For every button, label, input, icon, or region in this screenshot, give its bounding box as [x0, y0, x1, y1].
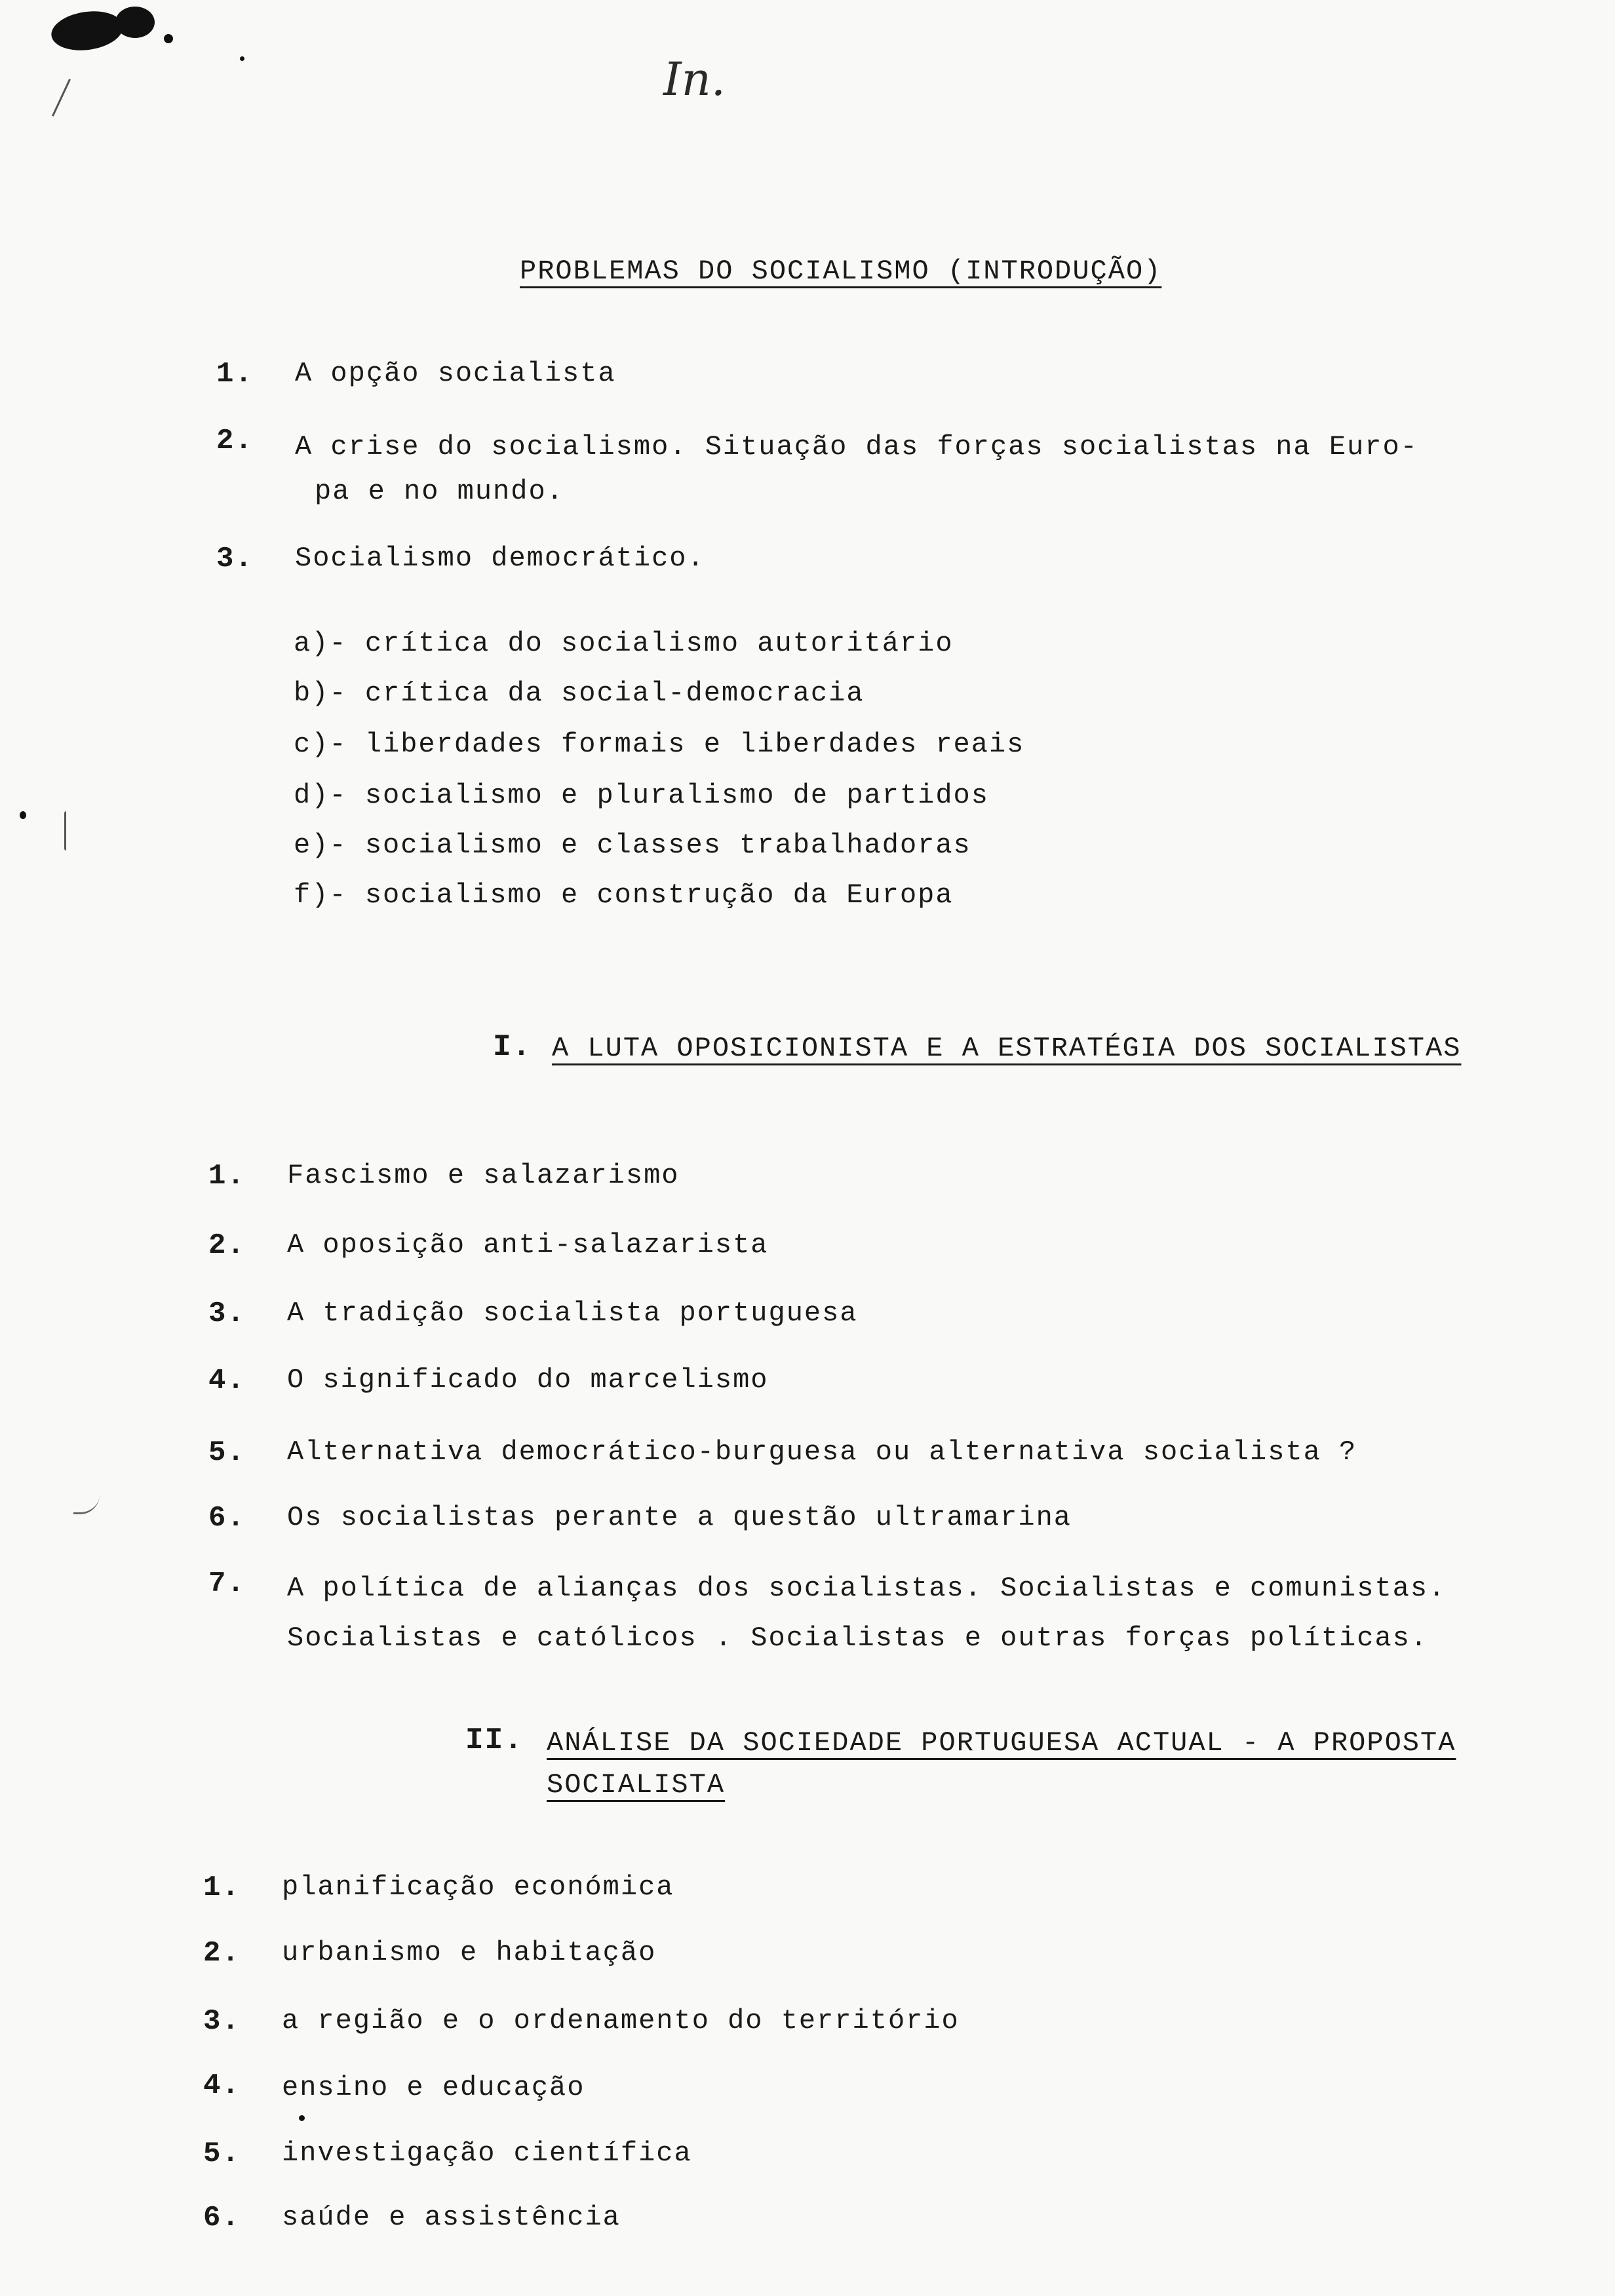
section-2-item-5-text: investigação científica: [282, 2137, 692, 2169]
section-1-item-7-number: 7.: [208, 1567, 246, 1600]
section-1-item-3-text: A tradição socialista portuguesa: [287, 1297, 858, 1329]
section-2-item-2-number: 2.: [203, 1937, 241, 1970]
section-1-item-2-number: 2.: [208, 1229, 246, 1262]
section-1-item-6-text: Os socialistas perante a questão ultramarina: [287, 1502, 1072, 1533]
section-2-item-6-text: saúde e assistência: [282, 2202, 621, 2233]
intro-title: PROBLEMAS DO SOCIALISMO (INTRODUÇÃO): [520, 256, 1162, 287]
intro-subitem-a: a)- crítica do socialismo autoritário: [294, 628, 954, 659]
ink-dot: [299, 2115, 305, 2121]
section-1-title: A LUTA OPOSICIONISTA E A ESTRATÉGIA DOS SOCIALISTAS: [552, 1033, 1462, 1064]
section-1-item-7-text: A política de alianças dos socialistas. Socialistas e comunistas.: [287, 1573, 1447, 1604]
section-1-item-1-text: Fascismo e salazarismo: [287, 1160, 680, 1191]
section-2-item-4-number: 4.: [203, 2069, 241, 2102]
section-2-roman: II.: [465, 1723, 524, 1757]
section-1-item-1-number: 1.: [208, 1160, 246, 1193]
section-1-item-7-text-cont: Socialistas e católicos . Socialistas e outras forças políticas.: [287, 1622, 1429, 1654]
section-1-item-5-text: Alternativa democrático-burguesa ou alternativa socialista ?: [287, 1436, 1357, 1468]
section-1-item-4-text: O significado do marcelismo: [287, 1364, 769, 1396]
section-2-item-3-number: 3.: [203, 2005, 241, 2038]
section-2-title-line2: SOCIALISTA: [547, 1769, 726, 1801]
section-1-item-3-number: 3.: [208, 1297, 246, 1330]
intro-subitem-c: c)- liberdades formais e liberdades reais: [294, 729, 1025, 760]
pen-stroke: [52, 79, 71, 116]
section-2-title-line1: ANÁLISE DA SOCIEDADE PORTUGUESA ACTUAL - A PROPOSTA: [547, 1727, 1456, 1759]
section-2-item-2-text: urbanismo e habitação: [282, 1937, 657, 1968]
section-1-item-6-number: 6.: [208, 1502, 246, 1535]
ink-blot: [115, 7, 155, 38]
intro-item-2-number: 2.: [216, 425, 254, 457]
section-2-item-1-text: planificação económica: [282, 1871, 674, 1903]
intro-subitem-d: d)- socialismo e pluralismo de partidos: [294, 780, 989, 811]
margin-mark: [73, 1453, 100, 1514]
section-1-item-4-number: 4.: [208, 1364, 246, 1397]
section-2-item-6-number: 6.: [203, 2202, 241, 2234]
section-2-item-5-number: 5.: [203, 2137, 241, 2170]
intro-subitem-e: e)- socialismo e classes trabalhadoras: [294, 830, 971, 861]
section-1-item-2-text: A oposição anti-salazarista: [287, 1229, 769, 1261]
handwritten-note: In.: [663, 52, 726, 106]
intro-item-2-text: A crise do socialismo. Situação das forças socialistas na Euro-: [295, 431, 1418, 463]
intro-item-3-number: 3.: [216, 543, 254, 575]
intro-item-1-text: A opção socialista: [295, 358, 616, 389]
ink-dot: [240, 56, 244, 61]
intro-item-2-text-cont: pa e no mundo.: [315, 476, 564, 507]
section-1-roman: I.: [493, 1030, 532, 1064]
section-1-item-5-number: 5.: [208, 1436, 246, 1469]
section-2-item-1-number: 1.: [203, 1871, 241, 1904]
ink-blot: [49, 7, 125, 55]
intro-subitem-f: f)- socialismo e construção da Europa: [294, 879, 954, 911]
intro-subitem-b: b)- crítica da social-democracia: [294, 678, 865, 709]
ink-dot: [20, 811, 26, 819]
intro-item-1-number: 1.: [216, 358, 254, 391]
ink-dot: [164, 34, 173, 43]
intro-item-3-text: Socialismo democrático.: [295, 543, 705, 574]
margin-bracket: [64, 811, 66, 851]
section-2-item-4-text: ensino e educação: [282, 2072, 585, 2103]
section-2-item-3-text: a região e o ordenamento do território: [282, 2005, 960, 2037]
